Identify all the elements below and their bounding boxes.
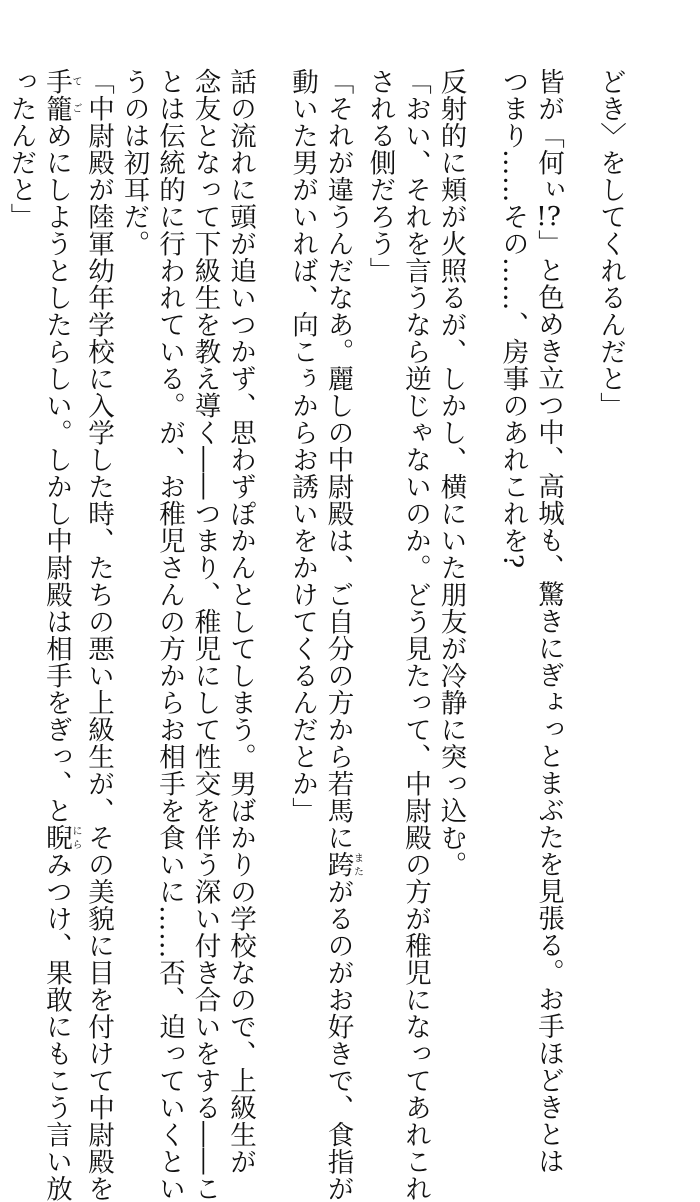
text-segment: がるのがお好きで、食指が (322, 878, 354, 1202)
text-segment: 」と色めき立つ中、高城も、驚きにぎょっとまぶたを見張る。お手ほどきとは (533, 229, 564, 1175)
text-line (152, 68, 188, 1202)
text-segment: どき〉をしてくれるんだと」 (595, 68, 626, 419)
text-segment: 「中尉殿が陸軍幼年学校に入学した時、たちの悪い上級生が、その美貌に目を付けて中尉殿を (83, 68, 114, 1202)
text-segment: される側だろう」 (364, 68, 396, 284)
text-segment: 動いた男がいれば、向こぅからお誘いをかけてくるんだとか」 (287, 68, 318, 824)
ruby-base: 手籠 (41, 68, 72, 122)
text-segment: 「おい、それを言うなら逆じゃないのか。どう見たって、中尉殿の方が稚児になってあれこれ (400, 68, 431, 1202)
vertical-text-body (0, 68, 628, 1202)
text-line (285, 68, 321, 958)
text-line (223, 68, 285, 1175)
text-line (531, 68, 593, 1175)
text-segment: 「それが違うんだなあ。麗しの中尉殿は、ご自分の方から若馬に (322, 68, 354, 851)
ruby-annotation (322, 851, 363, 878)
text-segment: とは伝統的に行われている。が、お稚児さんの方からお相手を食いに……否、迫っていくとい (154, 68, 185, 1202)
text-segment: みつけ、果敢にもこう言い放 (41, 851, 72, 1202)
ruby-reading: にら (70, 824, 81, 851)
text-line (116, 68, 152, 958)
text-line (362, 68, 398, 958)
text-line (3, 68, 39, 958)
text-segment: 話の流れに頭が追いつかず、思わずぽかんとしてしまう。男ばかりの学校なので、上級生が (225, 68, 256, 1175)
ruby-reading: また (351, 851, 363, 878)
text-line (187, 68, 223, 1202)
ruby-annotation (41, 68, 81, 122)
ruby-base: 跨 (322, 851, 354, 878)
text-segment: 反射的に頬が火照るが、しかし、横にいた朋友が冷静に突っ込む。 (435, 68, 467, 878)
text-segment: 念友となって下級生を教え導く――つまり、稚児にして性交を伴う深い付き合いをする――こ (189, 68, 221, 1202)
text-line (398, 68, 434, 1202)
tate-chu-yoko: !? (536, 203, 561, 230)
text-segment: ったんだと」 (5, 68, 37, 230)
text-segment: うのは初耳だ。 (118, 68, 150, 257)
text-segment: めにしようとしたらしい。しかし中尉殿は相手をぎっ、と (41, 122, 72, 824)
text-line (320, 68, 363, 1202)
text-line (39, 68, 81, 1202)
ruby-reading: てご (70, 68, 81, 122)
text-line (593, 68, 629, 958)
ruby-annotation (41, 824, 81, 851)
text-segment: 皆が「何ぃ (533, 68, 564, 203)
ruby-base: 睨 (41, 824, 72, 851)
text-line (433, 68, 495, 958)
text-line (495, 68, 531, 958)
text-line (81, 68, 117, 1202)
text-segment: つまり……その……、房事のあれこれを? (497, 68, 529, 569)
